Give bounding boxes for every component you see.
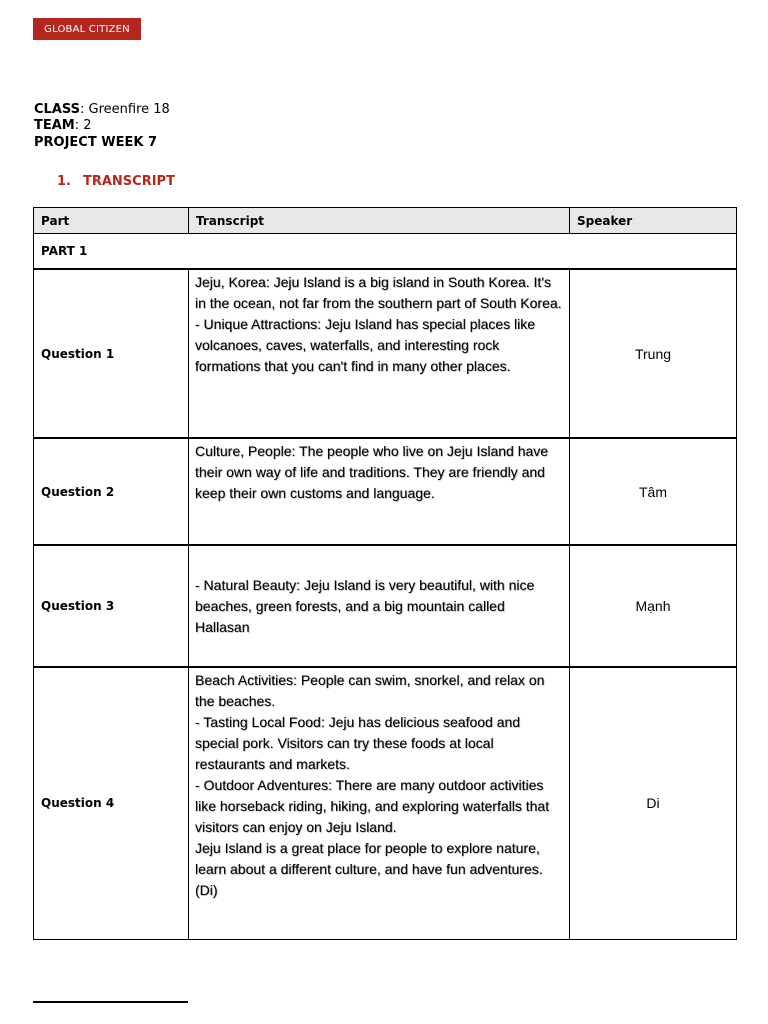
- part-row: [34, 234, 737, 270]
- part-label: PART 1: [34, 234, 737, 270]
- team-value: : 2: [74, 118, 92, 133]
- table-row: [34, 545, 737, 667]
- transcript-cell: Jeju, Korea: Jeju Island is a big island in South Korea. It's in the ocean, not far from the southern part of South Korea. - Unique Attractions: Jeju Island has special places like volcanoes, caves, waterfalls, and interesting rock formations that you can't find in many other places.: [189, 269, 570, 438]
- global-citizen-badge: GLOBAL CITIZEN: [33, 18, 141, 40]
- team-line: [34, 118, 92, 134]
- class-line: [34, 102, 170, 118]
- team-label: TEAM: [34, 118, 75, 133]
- table-row: [34, 667, 737, 939]
- speaker-cell: Trung: [570, 269, 737, 438]
- question-label: Question 2: [34, 438, 189, 545]
- section-number: 1.: [57, 174, 71, 189]
- class-label: CLASS: [34, 102, 81, 117]
- table-header-row: [34, 208, 737, 234]
- section-title: TRANSCRIPT: [82, 174, 175, 189]
- speaker-cell: Mạnh: [570, 545, 737, 667]
- header-part: Part: [34, 208, 189, 234]
- speaker-cell: Tâm: [570, 438, 737, 545]
- header-transcript: Transcript: [189, 208, 570, 234]
- question-label: Question 3: [34, 545, 189, 667]
- table-row: [34, 438, 737, 545]
- table-row: [34, 269, 737, 438]
- transcript-cell: - Natural Beauty: Jeju Island is very beautiful, with nice beaches, green forests, and a big mountain called Hallasan: [189, 545, 570, 667]
- question-label: Question 4: [34, 667, 189, 939]
- header-speaker: Speaker: [570, 208, 737, 234]
- project-week: PROJECT WEEK 7: [34, 135, 157, 150]
- transcript-cell: Culture, People: The people who live on Jeju Island have their own way of life and traditions. They are friendly and keep their own customs and language.: [189, 438, 570, 545]
- footnote-separator: [33, 1001, 188, 1003]
- class-value: : Greenfire 18: [80, 102, 170, 117]
- transcript-cell: Beach Activities: People can swim, snorkel, and relax on the beaches. - Tasting Local Food: Jeju has delicious seafood and special pork. Visitors can try these foods at local restaurants and markets. - Outdoor Adventures: There are many outdoor activities like horseback riding, hiking, and exploring waterfalls that visitors can enjoy on Jeju Island. Jeju Island is a great place for people to explore nature, learn about a different culture, and have fun adventures. (Di): [189, 667, 570, 939]
- speaker-cell: Di: [570, 667, 737, 939]
- question-label: Question 1: [34, 269, 189, 438]
- transcript-table: [33, 207, 737, 940]
- section-heading: [57, 174, 175, 189]
